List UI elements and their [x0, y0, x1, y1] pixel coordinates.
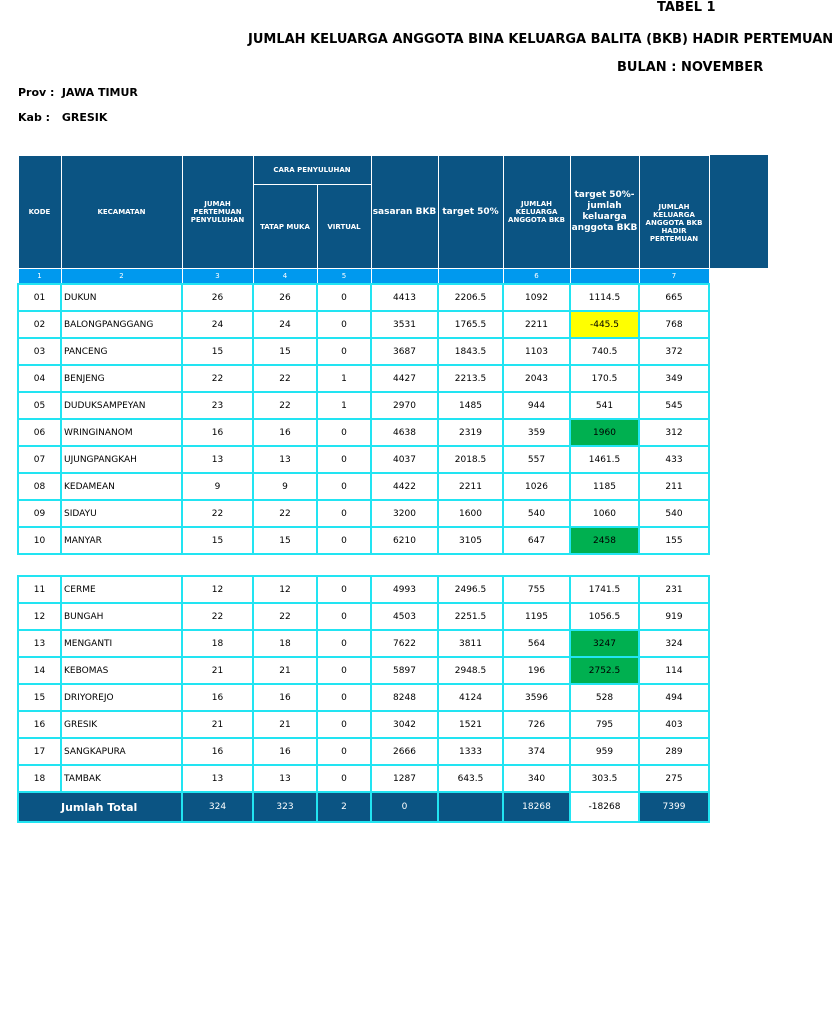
cell-diff: 1114.5 [570, 284, 639, 311]
table-row [18, 365, 709, 392]
cell-hadir: 211 [639, 473, 709, 500]
cell-diff: 959 [570, 738, 639, 765]
cell-diff: 1461.5 [570, 446, 639, 473]
cell-kecamatan: BUNGAH [61, 603, 182, 630]
cell-sasaran: 4037 [371, 446, 438, 473]
cell-target: 2018.5 [438, 446, 503, 473]
table-row [18, 473, 709, 500]
month-title: BULAN : NOVEMBER [617, 60, 764, 75]
table-title: JUMLAH KELUARGA ANGGOTA BINA KELUARGA BALITA (BKB) HADIR PERTEMUAN [248, 32, 833, 47]
col-jumah-pertemuan: JUMAH PERTEMUAN PENYULUHAN [182, 156, 253, 269]
total-row [18, 792, 709, 822]
table-row [18, 527, 709, 554]
cell-virtual: 0 [317, 500, 371, 527]
table-row [18, 711, 709, 738]
cell-target: 2206.5 [438, 284, 503, 311]
cell-jumlah: 2211 [503, 311, 570, 338]
cell-virtual: 0 [317, 419, 371, 446]
cell-kode: 10 [18, 527, 61, 554]
cell-tatap: 21 [253, 657, 317, 684]
col-kode: KODE [18, 156, 61, 269]
header-overflow-block [708, 155, 768, 268]
cell-diff: 795 [570, 711, 639, 738]
cell-jumlah: 359 [503, 419, 570, 446]
cell-diff: 2458 [570, 527, 639, 554]
cell-target: 1485 [438, 392, 503, 419]
cell-tatap: 22 [253, 392, 317, 419]
cell-target: 2948.5 [438, 657, 503, 684]
total-label: Jumlah Total [18, 792, 182, 822]
table-row [18, 603, 709, 630]
col-number: 5 [317, 269, 371, 285]
cell-kode: 01 [18, 284, 61, 311]
table-row [18, 630, 709, 657]
col-number [371, 269, 438, 285]
table-row [18, 576, 709, 603]
total-virtual: 2 [317, 792, 371, 822]
cell-sasaran: 7622 [371, 630, 438, 657]
cell-pertemuan: 13 [182, 446, 253, 473]
col-number: 2 [61, 269, 182, 285]
cell-sasaran: 3687 [371, 338, 438, 365]
cell-target: 3811 [438, 630, 503, 657]
province-value: JAWA TIMUR [61, 86, 138, 99]
cell-kode: 11 [18, 576, 61, 603]
group-gap [18, 554, 709, 576]
cell-hadir: 494 [639, 684, 709, 711]
cell-pertemuan: 15 [182, 338, 253, 365]
province-label: Prov : [18, 86, 55, 99]
cell-jumlah: 374 [503, 738, 570, 765]
total-diff: -18268 [570, 792, 639, 822]
bkb-table [17, 155, 710, 823]
cell-target: 2213.5 [438, 365, 503, 392]
cell-virtual: 0 [317, 576, 371, 603]
cell-diff: 303.5 [570, 765, 639, 792]
cell-kode: 04 [18, 365, 61, 392]
cell-kecamatan: SIDAYU [61, 500, 182, 527]
cell-sasaran: 3200 [371, 500, 438, 527]
cell-jumlah: 1026 [503, 473, 570, 500]
cell-tatap: 9 [253, 473, 317, 500]
regency-label: Kab : [18, 111, 51, 124]
col-target-diff: target 50%-jumlah keluarga anggota BKB [570, 156, 639, 269]
cell-kecamatan: KEDAMEAN [61, 473, 182, 500]
cell-virtual: 0 [317, 603, 371, 630]
col-jumlah-keluarga: JUMLAH KELUARGA ANGGOTA BKB [503, 156, 570, 269]
cell-jumlah: 944 [503, 392, 570, 419]
cell-target: 1600 [438, 500, 503, 527]
cell-jumlah: 564 [503, 630, 570, 657]
col-virtual: VIRTUAL [317, 185, 371, 269]
cell-hadir: 545 [639, 392, 709, 419]
cell-hadir: 665 [639, 284, 709, 311]
cell-jumlah: 726 [503, 711, 570, 738]
cell-tatap: 24 [253, 311, 317, 338]
cell-pertemuan: 22 [182, 603, 253, 630]
cell-virtual: 1 [317, 392, 371, 419]
cell-virtual: 1 [317, 365, 371, 392]
col-number [570, 269, 639, 285]
cell-diff: 740.5 [570, 338, 639, 365]
cell-kecamatan: PANCENG [61, 338, 182, 365]
cell-hadir: 372 [639, 338, 709, 365]
cell-sasaran: 4638 [371, 419, 438, 446]
cell-kode: 02 [18, 311, 61, 338]
cell-pertemuan: 22 [182, 500, 253, 527]
cell-hadir: 324 [639, 630, 709, 657]
table-body-group-1 [18, 284, 709, 554]
table-row [18, 419, 709, 446]
cell-target: 1333 [438, 738, 503, 765]
col-cara-penyuluhan: CARA PENYULUHAN [253, 156, 371, 185]
cell-kode: 03 [18, 338, 61, 365]
cell-kode: 13 [18, 630, 61, 657]
total-pertemuan: 324 [182, 792, 253, 822]
cell-pertemuan: 16 [182, 419, 253, 446]
table-row [18, 392, 709, 419]
total-hadir: 7399 [639, 792, 709, 822]
cell-kecamatan: GRESIK [61, 711, 182, 738]
total-tatap: 323 [253, 792, 317, 822]
cell-diff: 1960 [570, 419, 639, 446]
cell-kecamatan: CERME [61, 576, 182, 603]
cell-tatap: 22 [253, 365, 317, 392]
cell-jumlah: 196 [503, 657, 570, 684]
cell-pertemuan: 26 [182, 284, 253, 311]
cell-kecamatan: MENGANTI [61, 630, 182, 657]
cell-kode: 15 [18, 684, 61, 711]
col-kecamatan: KECAMATAN [61, 156, 182, 269]
cell-sasaran: 4503 [371, 603, 438, 630]
cell-hadir: 433 [639, 446, 709, 473]
cell-virtual: 0 [317, 657, 371, 684]
cell-jumlah: 3596 [503, 684, 570, 711]
col-number: 3 [182, 269, 253, 285]
cell-kode: 18 [18, 765, 61, 792]
cell-pertemuan: 24 [182, 311, 253, 338]
col-tatap-muka: TATAP MUKA [253, 185, 317, 269]
cell-tatap: 15 [253, 527, 317, 554]
cell-jumlah: 557 [503, 446, 570, 473]
cell-virtual: 0 [317, 630, 371, 657]
cell-tatap: 26 [253, 284, 317, 311]
cell-tatap: 13 [253, 446, 317, 473]
table-row [18, 446, 709, 473]
regency-value: GRESIK [61, 111, 108, 124]
cell-tatap: 21 [253, 711, 317, 738]
cell-virtual: 0 [317, 338, 371, 365]
table-row [18, 500, 709, 527]
col-number: 6 [503, 269, 570, 285]
cell-hadir: 540 [639, 500, 709, 527]
cell-kecamatan: MANYAR [61, 527, 182, 554]
cell-sasaran: 4413 [371, 284, 438, 311]
cell-jumlah: 340 [503, 765, 570, 792]
cell-diff: 1741.5 [570, 576, 639, 603]
cell-pertemuan: 21 [182, 711, 253, 738]
total-target [438, 792, 503, 822]
cell-sasaran: 4993 [371, 576, 438, 603]
cell-kecamatan: DUDUKSAMPEYAN [61, 392, 182, 419]
cell-target: 2211 [438, 473, 503, 500]
cell-hadir: 349 [639, 365, 709, 392]
cell-hadir: 289 [639, 738, 709, 765]
cell-kode: 07 [18, 446, 61, 473]
regency-line [18, 111, 107, 124]
cell-virtual: 0 [317, 311, 371, 338]
table-row [18, 684, 709, 711]
cell-sasaran: 8248 [371, 684, 438, 711]
cell-kecamatan: BENJENG [61, 365, 182, 392]
cell-kecamatan: KEBOMAS [61, 657, 182, 684]
cell-pertemuan: 12 [182, 576, 253, 603]
cell-jumlah: 540 [503, 500, 570, 527]
cell-diff: 528 [570, 684, 639, 711]
cell-diff: -445.5 [570, 311, 639, 338]
cell-kode: 06 [18, 419, 61, 446]
cell-target: 2496.5 [438, 576, 503, 603]
cell-hadir: 155 [639, 527, 709, 554]
total-sasaran: 0 [371, 792, 438, 822]
cell-pertemuan: 13 [182, 765, 253, 792]
col-target50: target 50% [438, 156, 503, 269]
cell-virtual: 0 [317, 765, 371, 792]
cell-jumlah: 1092 [503, 284, 570, 311]
cell-target: 1521 [438, 711, 503, 738]
col-number: 7 [639, 269, 709, 285]
table-row [18, 657, 709, 684]
col-sasaran: sasaran BKB [371, 156, 438, 269]
cell-diff: 541 [570, 392, 639, 419]
cell-hadir: 275 [639, 765, 709, 792]
cell-hadir: 312 [639, 419, 709, 446]
col-number [438, 269, 503, 285]
cell-target: 2251.5 [438, 603, 503, 630]
table-row [18, 738, 709, 765]
cell-target: 1843.5 [438, 338, 503, 365]
cell-diff: 1060 [570, 500, 639, 527]
cell-pertemuan: 16 [182, 738, 253, 765]
cell-virtual: 0 [317, 527, 371, 554]
cell-jumlah: 755 [503, 576, 570, 603]
cell-sasaran: 1287 [371, 765, 438, 792]
cell-kecamatan: BALONGPANGGANG [61, 311, 182, 338]
table-row [18, 338, 709, 365]
cell-virtual: 0 [317, 446, 371, 473]
column-number-row [18, 269, 709, 285]
col-hadir: JUMLAH KELUARGA ANGGOTA BKB HADIR PERTEMUAN [639, 156, 709, 269]
cell-virtual: 0 [317, 284, 371, 311]
cell-diff: 2752.5 [570, 657, 639, 684]
cell-virtual: 0 [317, 473, 371, 500]
cell-target: 4124 [438, 684, 503, 711]
cell-sasaran: 4422 [371, 473, 438, 500]
cell-target: 1765.5 [438, 311, 503, 338]
cell-tatap: 22 [253, 500, 317, 527]
cell-sasaran: 5897 [371, 657, 438, 684]
cell-pertemuan: 21 [182, 657, 253, 684]
cell-target: 3105 [438, 527, 503, 554]
cell-virtual: 0 [317, 711, 371, 738]
cell-sasaran: 6210 [371, 527, 438, 554]
cell-virtual: 0 [317, 738, 371, 765]
table-number-title: TABEL 1 [657, 0, 716, 15]
cell-kecamatan: SANGKAPURA [61, 738, 182, 765]
cell-jumlah: 2043 [503, 365, 570, 392]
col-number: 4 [253, 269, 317, 285]
cell-kode: 09 [18, 500, 61, 527]
cell-hadir: 114 [639, 657, 709, 684]
cell-tatap: 15 [253, 338, 317, 365]
cell-sasaran: 4427 [371, 365, 438, 392]
cell-pertemuan: 16 [182, 684, 253, 711]
cell-virtual: 0 [317, 684, 371, 711]
cell-jumlah: 647 [503, 527, 570, 554]
cell-hadir: 919 [639, 603, 709, 630]
table-body-group-2 [18, 576, 709, 792]
cell-target: 2319 [438, 419, 503, 446]
cell-kode: 16 [18, 711, 61, 738]
cell-jumlah: 1103 [503, 338, 570, 365]
cell-kode: 08 [18, 473, 61, 500]
cell-kecamatan: DRIYOREJO [61, 684, 182, 711]
table-row [18, 311, 709, 338]
cell-sasaran: 3042 [371, 711, 438, 738]
cell-pertemuan: 22 [182, 365, 253, 392]
cell-pertemuan: 9 [182, 473, 253, 500]
cell-diff: 170.5 [570, 365, 639, 392]
province-line [18, 86, 138, 99]
cell-sasaran: 2970 [371, 392, 438, 419]
cell-hadir: 768 [639, 311, 709, 338]
total-jumlah: 18268 [503, 792, 570, 822]
cell-pertemuan: 18 [182, 630, 253, 657]
cell-diff: 1185 [570, 473, 639, 500]
table-row [18, 284, 709, 311]
cell-tatap: 16 [253, 738, 317, 765]
cell-kode: 12 [18, 603, 61, 630]
col-number: 1 [18, 269, 61, 285]
cell-tatap: 16 [253, 419, 317, 446]
cell-tatap: 16 [253, 684, 317, 711]
cell-hadir: 403 [639, 711, 709, 738]
cell-kecamatan: WRINGINANOM [61, 419, 182, 446]
cell-kecamatan: UJUNGPANGKAH [61, 446, 182, 473]
cell-kecamatan: TAMBAK [61, 765, 182, 792]
table-row [18, 765, 709, 792]
cell-tatap: 12 [253, 576, 317, 603]
cell-kecamatan: DUKUN [61, 284, 182, 311]
cell-kode: 14 [18, 657, 61, 684]
cell-kode: 05 [18, 392, 61, 419]
cell-sasaran: 2666 [371, 738, 438, 765]
cell-diff: 1056.5 [570, 603, 639, 630]
cell-diff: 3247 [570, 630, 639, 657]
cell-hadir: 231 [639, 576, 709, 603]
cell-sasaran: 3531 [371, 311, 438, 338]
cell-kode: 17 [18, 738, 61, 765]
cell-target: 643.5 [438, 765, 503, 792]
cell-tatap: 22 [253, 603, 317, 630]
cell-pertemuan: 15 [182, 527, 253, 554]
cell-tatap: 13 [253, 765, 317, 792]
cell-jumlah: 1195 [503, 603, 570, 630]
cell-pertemuan: 23 [182, 392, 253, 419]
cell-tatap: 18 [253, 630, 317, 657]
